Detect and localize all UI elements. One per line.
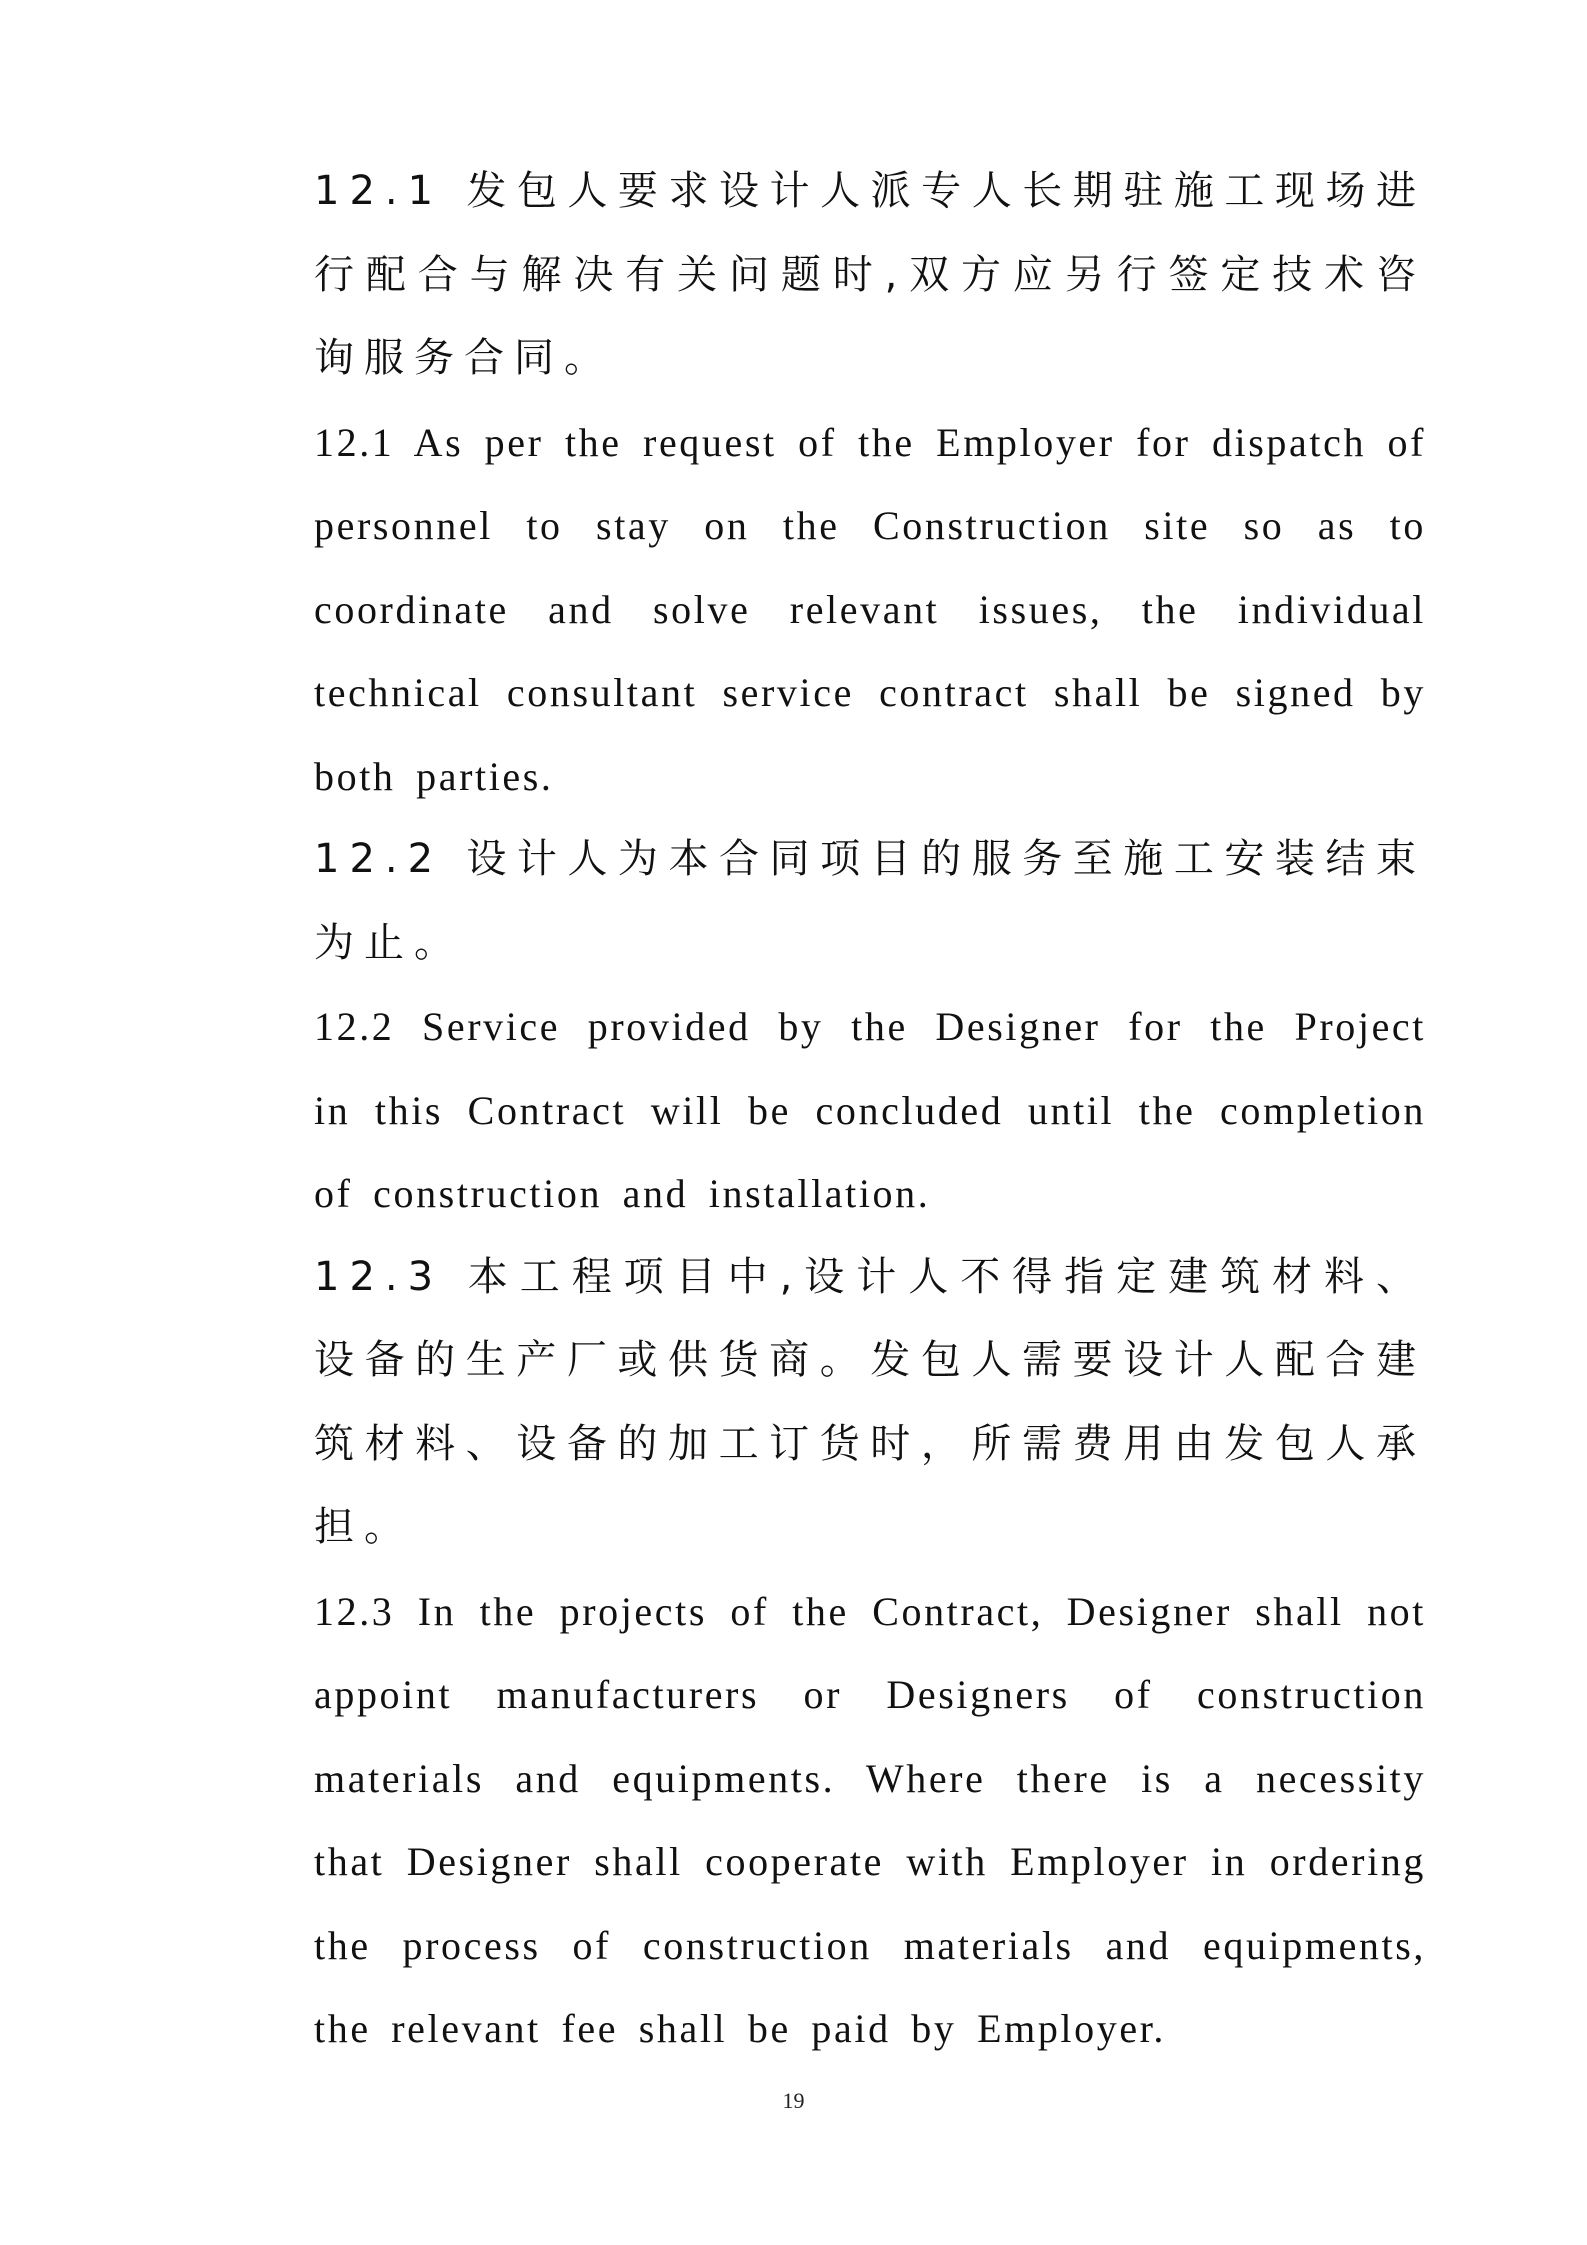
clause-12-2-english: 12.2 Service provided by the Designer for the Project in this Contract will be concluded until the completion of construction and installation.: [314, 1004, 1426, 1216]
clause-12-2-chinese: 12.2 设计人为本合同项目的服务至施工安装结束为止。: [314, 836, 1426, 966]
clause-12-1-english: 12.1 As per the request of the Employer for dispatch of personnel to stay on the Construction site so as to coordinate and solve relevant issues, the individual technical consultant service contract shall be signed by both parties.: [314, 419, 1426, 799]
clause-12-3-chinese: 12.3 本工程项目中,设计人不得指定建筑材料、设备的生产厂或供货商。发包人需要设计人配合建筑材料、设备的加工订货时，所需费用由发包人承担。: [314, 1253, 1426, 1550]
document-body: [314, 150, 1426, 2071]
page-number: 19: [782, 2088, 805, 2113]
clause-12-3-english: 12.3 In the projects of the Contract, Designer shall not appoint manufacturers or Designers of construction materials and equipments. Where there is a necessity that Designer shall cooperate with Employer in ordering the process of construction materials and equipments, the relevant fee shall be paid by Employer.: [314, 1588, 1426, 2051]
clause-12-1-chinese: 12.1 发包人要求设计人派专人长期驻施工现场进行配合与解决有关问题时,双方应另行签定技术咨询服务合同。: [314, 168, 1426, 381]
